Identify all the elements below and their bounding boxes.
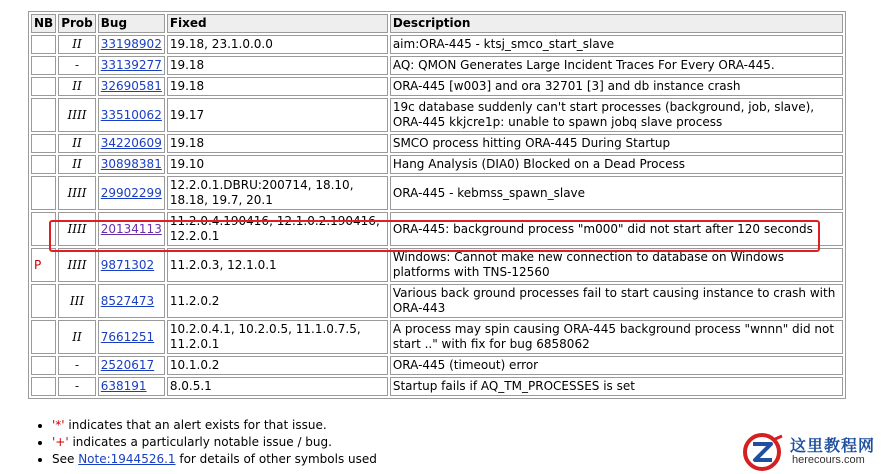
note-text: See bbox=[52, 452, 79, 466]
cell-description: Hang Analysis (DIA0) Blocked on a Dead Process bbox=[390, 155, 843, 174]
note-text: for details of other symbols used bbox=[175, 452, 377, 466]
cell-fixed: 11.2.0.2 bbox=[167, 284, 388, 318]
cell-bug bbox=[98, 212, 165, 246]
cell-fixed: 11.2.0.4.190416, 12.1.0.2.190416, 12.2.0.1 bbox=[167, 212, 388, 246]
cell-description: ORA-445 - kebmss_spawn_slave bbox=[390, 176, 843, 210]
watermark-text: 这里教程网 bbox=[790, 436, 876, 455]
cell-nb bbox=[31, 176, 56, 210]
table-row bbox=[31, 212, 843, 246]
table-row bbox=[31, 320, 843, 354]
cell-fixed: 10.1.0.2 bbox=[167, 356, 388, 375]
table-row bbox=[31, 134, 843, 153]
table-row bbox=[31, 356, 843, 375]
watermark-url: herecours.com bbox=[792, 454, 865, 466]
cell-fixed: 19.17 bbox=[167, 98, 388, 132]
cell-prob: IIII bbox=[58, 176, 96, 210]
header-description: Description bbox=[390, 14, 843, 33]
cell-prob: - bbox=[58, 356, 96, 375]
bug-link[interactable]: 33198902 bbox=[100, 37, 162, 51]
watermark-logo-icon bbox=[740, 432, 786, 472]
cell-nb bbox=[31, 56, 56, 75]
note-symbol: '*' bbox=[52, 418, 65, 432]
header-nb: NB bbox=[31, 14, 56, 33]
cell-prob: - bbox=[58, 56, 96, 75]
bug-link[interactable]: 2520617 bbox=[100, 358, 155, 372]
cell-nb bbox=[31, 98, 56, 132]
header-prob: Prob bbox=[58, 14, 96, 33]
watermark bbox=[740, 432, 885, 472]
cell-description: ORA-445 (timeout) error bbox=[390, 356, 843, 375]
cell-description: SMCO process hitting ORA-445 During Startup bbox=[390, 134, 843, 153]
cell-bug bbox=[98, 248, 165, 282]
cell-nb bbox=[31, 77, 56, 96]
note-symbol: '+' bbox=[52, 435, 69, 449]
header-fixed: Fixed bbox=[167, 14, 388, 33]
cell-prob: IIII bbox=[58, 98, 96, 132]
cell-bug bbox=[98, 56, 165, 75]
cell-bug bbox=[98, 320, 165, 354]
cell-description: ORA-445 [w003] and ora 32701 [3] and db instance crash bbox=[390, 77, 843, 96]
bug-link[interactable]: 20134113 bbox=[100, 221, 162, 236]
table-row bbox=[31, 155, 843, 174]
table-row bbox=[31, 56, 843, 75]
cell-nb bbox=[31, 134, 56, 153]
cell-fixed: 10.2.0.4.1, 10.2.0.5, 11.1.0.7.5, 11.2.0.1 bbox=[167, 320, 388, 354]
bug-link[interactable]: 33510062 bbox=[100, 107, 162, 122]
note-text: indicates a particularly notable issue / bug. bbox=[68, 435, 332, 449]
cell-bug bbox=[98, 35, 165, 54]
table-row bbox=[31, 176, 843, 210]
cell-prob: III bbox=[58, 284, 96, 318]
cell-prob: II bbox=[58, 134, 96, 153]
cell-bug bbox=[98, 77, 165, 96]
table-header-row bbox=[31, 14, 843, 33]
cell-prob: IIII bbox=[58, 248, 96, 282]
table-row bbox=[31, 248, 843, 282]
bug-link[interactable]: 7661251 bbox=[100, 329, 155, 344]
cell-prob: II bbox=[58, 77, 96, 96]
cell-description: 19c database suddenly can't start processes (background, job, slave), ORA-445 kkjcre1p: unable to spawn jobq slave process bbox=[390, 98, 843, 132]
cell-bug bbox=[98, 356, 165, 375]
cell-description: ORA-445: background process "m000" did not start after 120 seconds bbox=[390, 212, 843, 246]
cell-fixed: 12.2.0.1.DBRU:200714, 18.10, 18.18, 19.7, 20.1 bbox=[167, 176, 388, 210]
note-see bbox=[52, 451, 377, 468]
bug-link[interactable]: 638191 bbox=[100, 379, 147, 393]
cell-prob: IIII bbox=[58, 212, 96, 246]
table-row bbox=[31, 77, 843, 96]
table-row bbox=[31, 377, 843, 396]
cell-description: Startup fails if AQ_TM_PROCESSES is set bbox=[390, 377, 843, 396]
cell-description: Windows: Cannot make new connection to database on Windows platforms with TNS-12560 bbox=[390, 248, 843, 282]
cell-nb bbox=[31, 35, 56, 54]
bug-link[interactable]: 34220609 bbox=[100, 136, 162, 150]
cell-bug bbox=[98, 98, 165, 132]
bug-link[interactable]: 8527473 bbox=[100, 293, 155, 308]
cell-nb bbox=[31, 284, 56, 318]
note-text: indicates that an alert exists for that issue. bbox=[64, 418, 327, 432]
cell-bug bbox=[98, 176, 165, 210]
cell-fixed: 11.2.0.3, 12.1.0.1 bbox=[167, 248, 388, 282]
cell-bug bbox=[98, 284, 165, 318]
cell-prob: II bbox=[58, 155, 96, 174]
cell-nb: P bbox=[31, 248, 56, 282]
table-row bbox=[31, 98, 843, 132]
bug-link[interactable]: 32690581 bbox=[100, 79, 162, 93]
bug-link[interactable]: 33139277 bbox=[100, 58, 162, 72]
cell-prob: - bbox=[58, 377, 96, 396]
cell-prob: II bbox=[58, 35, 96, 54]
cell-nb bbox=[31, 155, 56, 174]
cell-description: aim:ORA-445 - ktsj_smco_start_slave bbox=[390, 35, 843, 54]
notes-list bbox=[34, 417, 377, 468]
cell-description: A process may spin causing ORA-445 background process "wnnn" did not start .." with fix for bug 6858062 bbox=[390, 320, 843, 354]
cell-fixed: 8.0.5.1 bbox=[167, 377, 388, 396]
cell-nb bbox=[31, 356, 56, 375]
cell-fixed: 19.18, 23.1.0.0.0 bbox=[167, 35, 388, 54]
cell-nb bbox=[31, 320, 56, 354]
cell-nb bbox=[31, 377, 56, 396]
bug-link[interactable]: 30898381 bbox=[100, 157, 162, 171]
bug-link[interactable]: 9871302 bbox=[100, 257, 155, 272]
cell-bug bbox=[98, 134, 165, 153]
cell-description: Various back ground processes fail to start causing instance to crash with ORA-443 bbox=[390, 284, 843, 318]
bug-table bbox=[28, 11, 846, 399]
table-row bbox=[31, 284, 843, 318]
note-notable bbox=[52, 434, 377, 451]
cell-fixed: 19.18 bbox=[167, 134, 388, 153]
cell-fixed: 19.18 bbox=[167, 56, 388, 75]
bug-link[interactable]: 29902299 bbox=[100, 185, 162, 200]
cell-bug bbox=[98, 155, 165, 174]
header-bug: Bug bbox=[98, 14, 165, 33]
note-alert bbox=[52, 417, 377, 434]
cell-bug bbox=[98, 377, 165, 396]
cell-fixed: 19.18 bbox=[167, 77, 388, 96]
cell-nb bbox=[31, 212, 56, 246]
cell-prob: II bbox=[58, 320, 96, 354]
table-row bbox=[31, 35, 843, 54]
cell-description: AQ: QMON Generates Large Incident Traces For Every ORA-445. bbox=[390, 56, 843, 75]
cell-fixed: 19.10 bbox=[167, 155, 388, 174]
note-link[interactable]: Note:1944526.1 bbox=[78, 452, 176, 466]
